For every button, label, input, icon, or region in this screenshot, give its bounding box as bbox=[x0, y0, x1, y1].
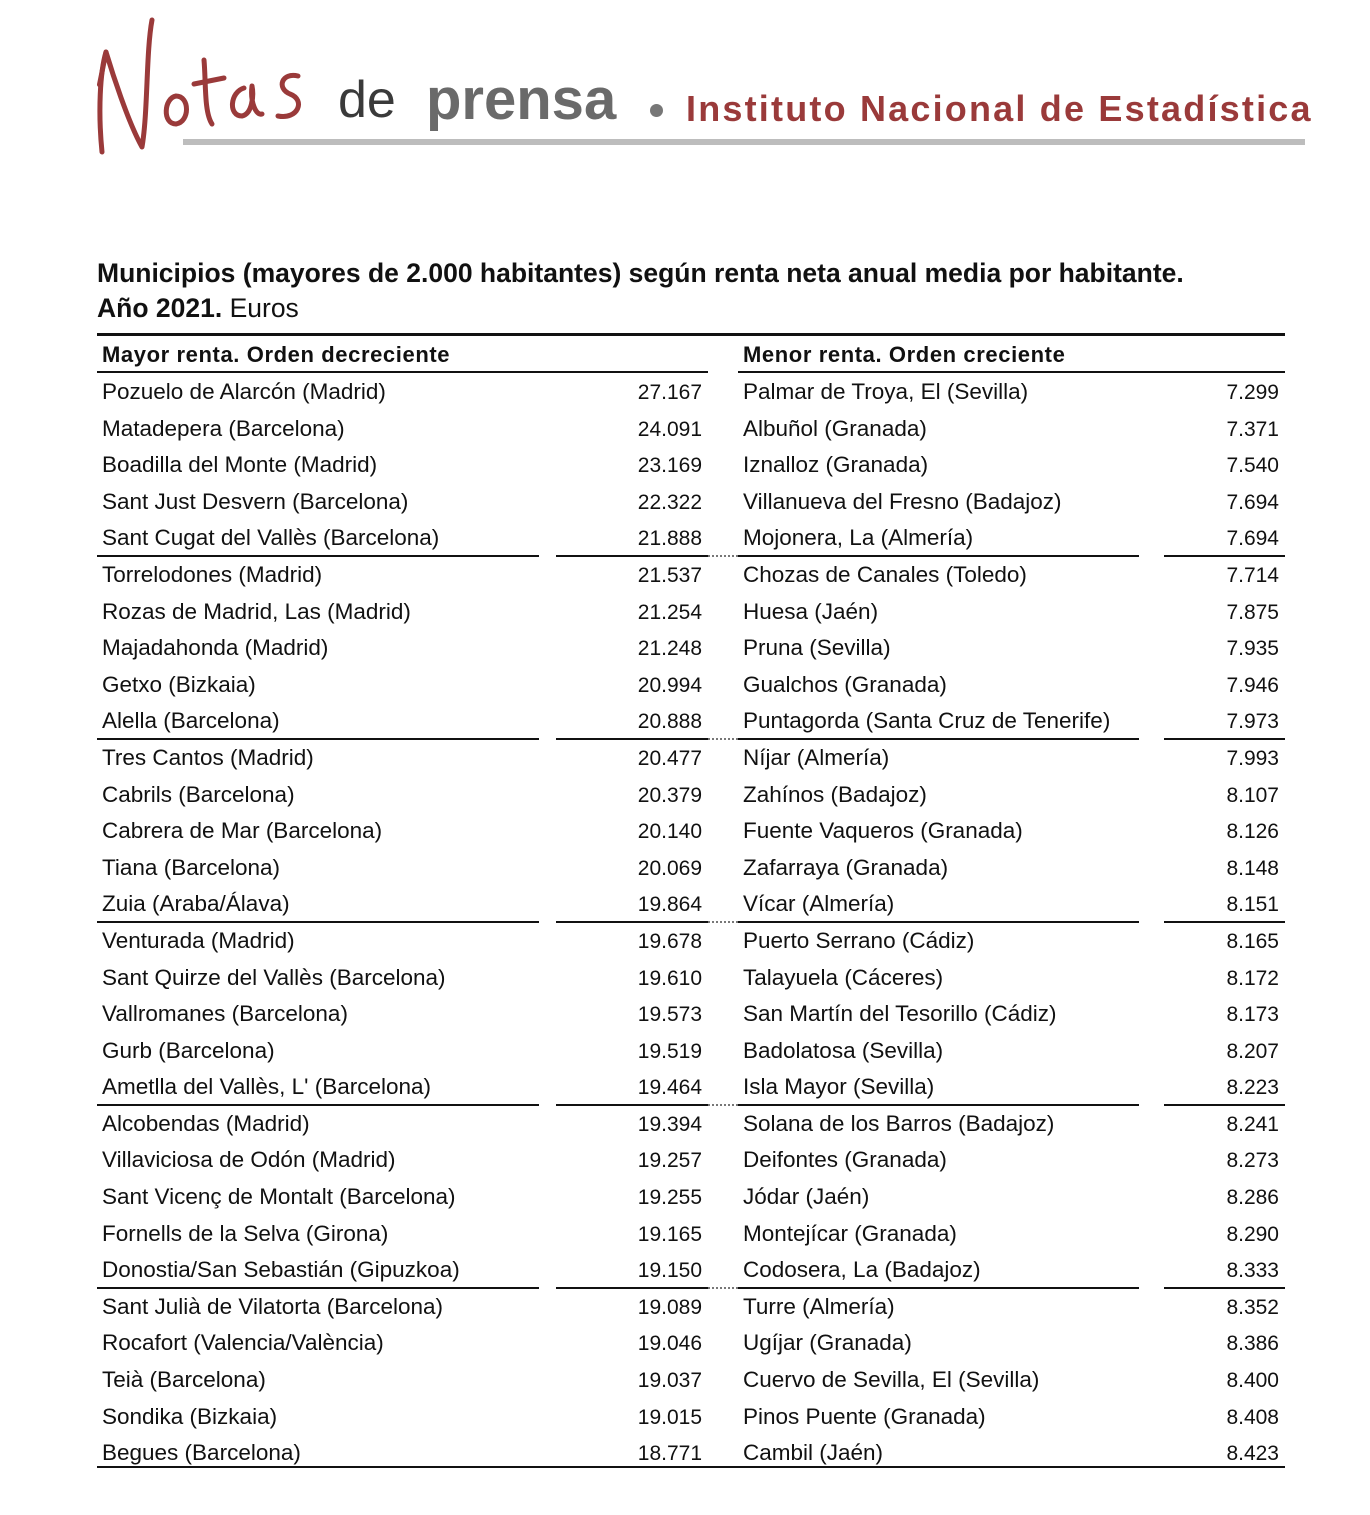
income-value: 8.400 bbox=[1226, 1369, 1279, 1393]
table-row bbox=[737, 1179, 1285, 1216]
table-bottom-rule bbox=[97, 1466, 1285, 1468]
income-value: 20.477 bbox=[637, 746, 702, 770]
income-value: 8.207 bbox=[1226, 1039, 1279, 1063]
table-row bbox=[737, 886, 1285, 923]
municipality-name: Torrelodones (Madrid) bbox=[102, 561, 323, 587]
income-value: 7.694 bbox=[1226, 490, 1279, 514]
income-value: 7.540 bbox=[1226, 454, 1279, 478]
header-institute: Instituto Nacional de Estadística bbox=[686, 88, 1313, 129]
income-value: 19.394 bbox=[637, 1112, 702, 1136]
municipality-name: Tres Cantos (Madrid) bbox=[102, 744, 314, 770]
municipality-name: Turre (Almería) bbox=[743, 1293, 895, 1319]
table-row bbox=[737, 703, 1285, 740]
income-value: 8.151 bbox=[1226, 893, 1279, 917]
municipality-name: Cuervo de Sevilla, El (Sevilla) bbox=[743, 1367, 1040, 1393]
municipality-name: Begues (Barcelona) bbox=[102, 1440, 301, 1466]
income-value: 18.771 bbox=[637, 1442, 702, 1466]
table-row bbox=[737, 960, 1285, 997]
table-row bbox=[737, 520, 1285, 557]
income-value: 8.273 bbox=[1226, 1149, 1279, 1173]
municipality-name: Talayuela (Cáceres) bbox=[743, 964, 944, 990]
left-table bbox=[96, 374, 708, 1472]
income-value: 7.946 bbox=[1226, 673, 1279, 697]
income-value: 7.299 bbox=[1226, 381, 1279, 404]
group-separator-dotted bbox=[708, 554, 738, 557]
table-row bbox=[737, 1106, 1285, 1143]
notas-logo bbox=[92, 12, 332, 172]
title-main: Municipios (mayores de 2.000 habitantes) según renta neta anual media por habitante. bbox=[97, 258, 1184, 288]
municipality-name: Ugíjar (Granada) bbox=[743, 1330, 912, 1356]
municipality-name: Sant Just Desvern (Barcelona) bbox=[102, 488, 409, 514]
table-row bbox=[737, 1142, 1285, 1179]
table-row bbox=[96, 1362, 708, 1399]
title-unit: Euros bbox=[229, 293, 299, 323]
header-de: de bbox=[338, 71, 396, 129]
income-value: 8.423 bbox=[1226, 1442, 1279, 1466]
municipality-name: Pozuelo de Alarcón (Madrid) bbox=[102, 379, 386, 404]
table-row bbox=[96, 777, 708, 814]
income-value: 19.015 bbox=[637, 1405, 702, 1429]
table-row bbox=[96, 996, 708, 1033]
group-separator-dotted bbox=[708, 737, 738, 740]
table-row bbox=[96, 447, 708, 484]
municipality-name: Solana de los Barros (Badajoz) bbox=[743, 1110, 1055, 1136]
municipality-name: Rozas de Madrid, Las (Madrid) bbox=[102, 598, 411, 624]
income-value: 8.241 bbox=[1226, 1112, 1279, 1136]
municipality-name: Gurb (Barcelona) bbox=[102, 1037, 275, 1063]
municipality-name: Venturada (Madrid) bbox=[102, 927, 295, 953]
table-row bbox=[96, 1289, 708, 1326]
municipality-name: Albuñol (Granada) bbox=[743, 415, 927, 441]
table-row bbox=[737, 484, 1285, 521]
municipality-name: Sondika (Bizkaia) bbox=[102, 1403, 278, 1429]
header-prensa: prensa bbox=[426, 67, 617, 132]
municipality-name: Ametlla del Vallès, L' (Barcelona) bbox=[102, 1074, 432, 1100]
income-value: 20.140 bbox=[637, 820, 702, 844]
table-row bbox=[96, 1325, 708, 1362]
income-value: 7.875 bbox=[1226, 600, 1279, 624]
right-heading: Menor renta. Orden creciente bbox=[743, 342, 1066, 367]
table-row bbox=[96, 484, 708, 521]
table-row bbox=[96, 374, 708, 411]
income-value: 7.973 bbox=[1226, 710, 1279, 734]
income-value: 8.333 bbox=[1226, 1259, 1279, 1283]
income-value: 19.089 bbox=[637, 1295, 702, 1319]
table-row bbox=[737, 740, 1285, 777]
income-value: 7.371 bbox=[1226, 417, 1279, 441]
municipality-name: Cabrera de Mar (Barcelona) bbox=[102, 818, 383, 844]
municipality-name: San Martín del Tesorillo (Cádiz) bbox=[743, 1001, 1057, 1027]
income-value: 8.408 bbox=[1226, 1405, 1279, 1429]
income-value: 20.994 bbox=[637, 673, 702, 697]
municipality-name: Rocafort (Valencia/València) bbox=[102, 1330, 384, 1356]
table-row bbox=[737, 1216, 1285, 1253]
header-rule bbox=[183, 139, 1305, 145]
municipality-name: Codosera, La (Badajoz) bbox=[743, 1257, 981, 1283]
municipality-name: Pruna (Sevilla) bbox=[743, 635, 891, 661]
table-row bbox=[737, 1289, 1285, 1326]
municipality-name: Matadepera (Barcelona) bbox=[102, 415, 345, 441]
header-bullet bbox=[650, 104, 663, 117]
income-value: 8.173 bbox=[1226, 1003, 1279, 1027]
income-value: 27.167 bbox=[637, 381, 702, 404]
table-row bbox=[737, 447, 1285, 484]
table-row bbox=[96, 813, 708, 850]
income-value: 20.379 bbox=[637, 783, 702, 807]
income-value: 19.519 bbox=[637, 1039, 702, 1063]
table-row bbox=[96, 630, 708, 667]
municipality-name: Zafarraya (Granada) bbox=[743, 854, 949, 880]
income-value: 20.888 bbox=[637, 710, 702, 734]
municipality-name: Níjar (Almería) bbox=[743, 744, 890, 770]
table-row bbox=[96, 1252, 708, 1289]
table-row bbox=[96, 886, 708, 923]
table-row bbox=[96, 411, 708, 448]
income-value: 21.888 bbox=[637, 527, 702, 551]
municipality-name: Sant Quirze del Vallès (Barcelona) bbox=[102, 964, 446, 990]
table-row bbox=[96, 1106, 708, 1143]
table-row bbox=[96, 1399, 708, 1436]
table-row bbox=[737, 411, 1285, 448]
table-row bbox=[737, 667, 1285, 704]
municipality-name: Puerto Serrano (Cádiz) bbox=[743, 927, 975, 953]
municipality-name: Alcobendas (Madrid) bbox=[102, 1110, 310, 1136]
income-value: 21.254 bbox=[637, 600, 702, 624]
income-value: 8.286 bbox=[1226, 1186, 1279, 1210]
municipality-name: Montejícar (Granada) bbox=[743, 1220, 957, 1246]
group-separator-dotted bbox=[708, 1103, 738, 1106]
municipality-name: Badolatosa (Sevilla) bbox=[743, 1037, 944, 1063]
income-value: 19.610 bbox=[637, 966, 702, 990]
municipality-name: Vícar (Almería) bbox=[743, 891, 895, 917]
municipality-name: Deifontes (Granada) bbox=[743, 1147, 947, 1173]
table-row bbox=[737, 813, 1285, 850]
municipality-name: Isla Mayor (Sevilla) bbox=[743, 1074, 935, 1100]
municipality-name: Getxo (Bizkaia) bbox=[102, 671, 256, 697]
table-row bbox=[737, 1399, 1285, 1436]
table-title bbox=[97, 256, 1297, 326]
table-row bbox=[737, 630, 1285, 667]
municipality-name: Fornells de la Selva (Girona) bbox=[102, 1220, 389, 1246]
municipality-name: Puntagorda (Santa Cruz de Tenerife) bbox=[743, 708, 1111, 734]
income-value: 19.257 bbox=[637, 1149, 702, 1173]
group-separator-dotted bbox=[708, 1286, 738, 1289]
municipality-name: Sant Cugat del Vallès (Barcelona) bbox=[102, 525, 440, 551]
table-row bbox=[737, 850, 1285, 887]
title-year: Año 2021. bbox=[97, 293, 223, 323]
income-value: 8.172 bbox=[1226, 966, 1279, 990]
table-row bbox=[96, 520, 708, 557]
table-row bbox=[737, 1252, 1285, 1289]
table-row bbox=[737, 1362, 1285, 1399]
municipality-name: Tiana (Barcelona) bbox=[102, 854, 281, 880]
municipality-name: Cambil (Jaén) bbox=[743, 1440, 884, 1466]
municipality-name: Cabrils (Barcelona) bbox=[102, 781, 295, 807]
table-row bbox=[96, 594, 708, 631]
right-table bbox=[737, 374, 1285, 1472]
left-heading-rule bbox=[97, 371, 708, 373]
title-year-line bbox=[97, 291, 1297, 326]
table-row bbox=[96, 1033, 708, 1070]
income-value: 19.165 bbox=[637, 1222, 702, 1246]
municipality-name: Zahínos (Badajoz) bbox=[743, 781, 927, 807]
municipality-name: Huesa (Jaén) bbox=[743, 598, 879, 624]
municipality-name: Zuia (Araba/Álava) bbox=[102, 891, 290, 917]
table-row bbox=[737, 594, 1285, 631]
municipality-name: Jódar (Jaén) bbox=[743, 1184, 870, 1210]
municipality-name: Chozas de Canales (Toledo) bbox=[743, 561, 1027, 587]
table-row bbox=[96, 557, 708, 594]
table-row bbox=[96, 1216, 708, 1253]
municipality-name: Palmar de Troya, El (Sevilla) bbox=[743, 379, 1029, 404]
municipality-name: Teià (Barcelona) bbox=[102, 1367, 266, 1393]
table-top-rule bbox=[97, 333, 1285, 336]
income-value: 7.714 bbox=[1226, 563, 1279, 587]
income-value: 7.993 bbox=[1226, 746, 1279, 770]
income-value: 8.107 bbox=[1226, 783, 1279, 807]
municipality-name: Sant Julià de Vilatorta (Barcelona) bbox=[102, 1293, 444, 1319]
table-row bbox=[96, 1142, 708, 1179]
municipality-name: Villaviciosa de Odón (Madrid) bbox=[102, 1147, 396, 1173]
income-value: 19.678 bbox=[637, 929, 702, 953]
municipality-name: Gualchos (Granada) bbox=[743, 671, 947, 697]
table-row bbox=[96, 960, 708, 997]
left-heading: Mayor renta. Orden decreciente bbox=[102, 342, 451, 367]
table-row bbox=[96, 703, 708, 740]
income-value: 8.386 bbox=[1226, 1332, 1279, 1356]
table-row bbox=[737, 777, 1285, 814]
table-row bbox=[737, 996, 1285, 1033]
table-row bbox=[737, 1033, 1285, 1070]
table-row bbox=[96, 667, 708, 704]
municipality-name: Villanueva del Fresno (Badajoz) bbox=[743, 488, 1062, 514]
municipality-name: Fuente Vaqueros (Granada) bbox=[743, 818, 1023, 844]
income-value: 8.290 bbox=[1226, 1222, 1279, 1246]
municipality-name: Sant Vicenç de Montalt (Barcelona) bbox=[102, 1184, 456, 1210]
municipality-name: Donostia/San Sebastián (Gipuzkoa) bbox=[102, 1257, 460, 1283]
table-row bbox=[96, 740, 708, 777]
income-value: 24.091 bbox=[637, 417, 702, 441]
income-value: 21.537 bbox=[637, 563, 702, 587]
table-row bbox=[737, 557, 1285, 594]
income-value: 19.046 bbox=[637, 1332, 702, 1356]
table-row bbox=[737, 374, 1285, 411]
income-value: 8.165 bbox=[1226, 929, 1279, 953]
table-row bbox=[737, 923, 1285, 960]
income-value: 8.352 bbox=[1226, 1295, 1279, 1319]
income-value: 8.223 bbox=[1226, 1076, 1279, 1100]
income-value: 19.037 bbox=[637, 1369, 702, 1393]
income-value: 23.169 bbox=[637, 454, 702, 478]
group-separator-dotted bbox=[708, 920, 738, 923]
income-value: 21.248 bbox=[637, 637, 702, 661]
table-row bbox=[96, 923, 708, 960]
municipality-name: Iznalloz (Granada) bbox=[743, 452, 929, 478]
table-row bbox=[737, 1325, 1285, 1362]
municipality-name: Mojonera, La (Almería) bbox=[743, 525, 974, 551]
income-value: 8.148 bbox=[1226, 856, 1279, 880]
municipality-name: Alella (Barcelona) bbox=[102, 708, 280, 734]
municipality-name: Pinos Puente (Granada) bbox=[743, 1403, 986, 1429]
income-value: 19.150 bbox=[637, 1259, 702, 1283]
income-value: 19.255 bbox=[637, 1186, 702, 1210]
municipality-name: Vallromanes (Barcelona) bbox=[102, 1001, 348, 1027]
table-row bbox=[737, 1069, 1285, 1106]
municipality-name: Majadahonda (Madrid) bbox=[102, 635, 329, 661]
income-value: 19.573 bbox=[637, 1003, 702, 1027]
table-row bbox=[96, 850, 708, 887]
income-value: 8.126 bbox=[1226, 820, 1279, 844]
income-value: 7.694 bbox=[1226, 527, 1279, 551]
table-row bbox=[96, 1179, 708, 1216]
right-heading-rule bbox=[738, 371, 1285, 373]
income-value: 7.935 bbox=[1226, 637, 1279, 661]
income-value: 19.464 bbox=[637, 1076, 702, 1100]
income-value: 22.322 bbox=[637, 490, 702, 514]
municipality-name: Boadilla del Monte (Madrid) bbox=[102, 452, 378, 478]
table-row bbox=[96, 1069, 708, 1106]
income-value: 20.069 bbox=[637, 856, 702, 880]
income-value: 19.864 bbox=[637, 893, 702, 917]
